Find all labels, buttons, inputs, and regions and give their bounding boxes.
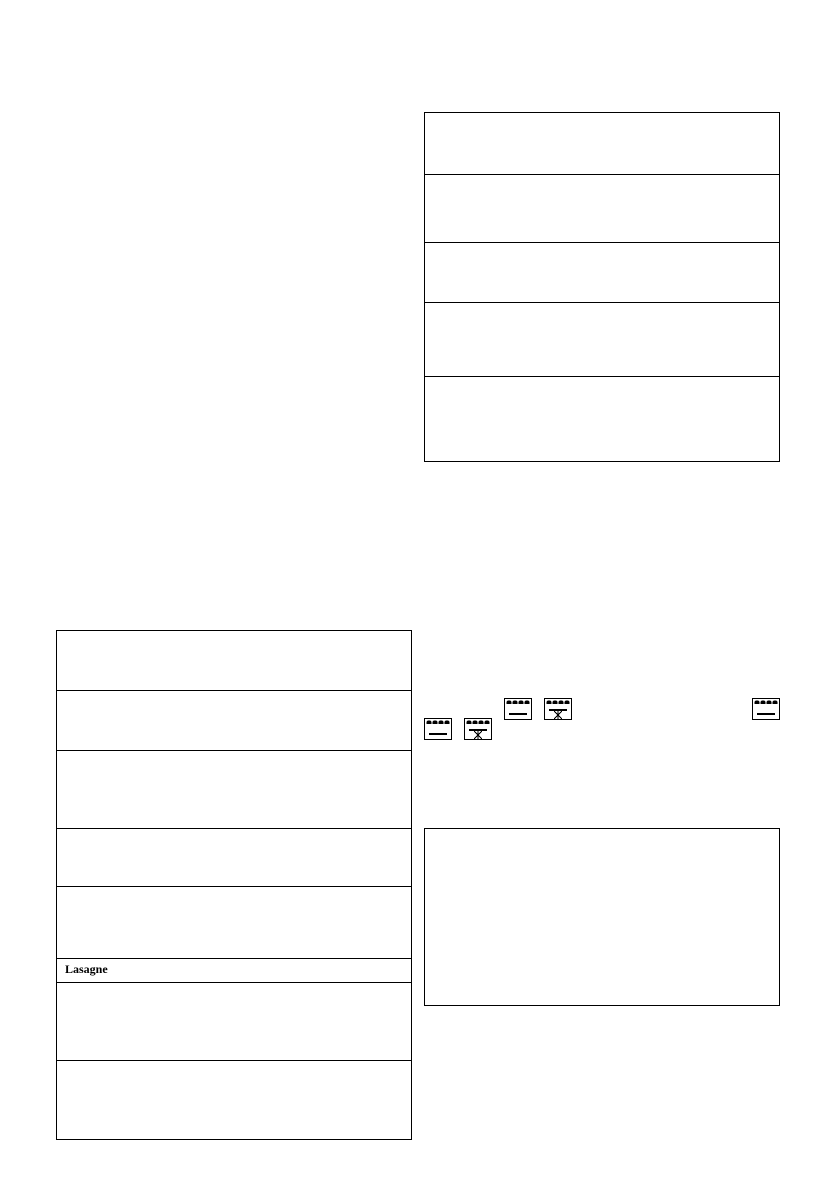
cooking-chart-bottom-left [56,630,412,1140]
shelf-line [509,713,527,715]
oven-rack-icon [504,698,532,720]
table-row [57,691,411,751]
oven-rack-icon-row [424,698,780,744]
cooking-chart-top-right [424,112,780,462]
table-row [425,175,779,243]
heating-element-icon [754,699,778,704]
heating-element-icon [546,699,570,704]
oven-rack-icon [424,718,452,740]
table-row [425,303,779,377]
oven-rack-fan-icon [544,698,572,720]
table-row [425,113,779,175]
heating-element-icon [466,719,490,724]
table-row [57,829,411,887]
table-row [57,631,411,691]
oven-rack-fan-icon [464,718,492,740]
table-row [57,751,411,829]
oven-rack-icon [752,698,780,720]
table-row-lasagne [57,959,411,983]
fan-icon [554,711,562,719]
table-row [425,377,779,461]
heating-element-icon [426,719,450,724]
table-row [57,887,411,959]
dish-name-label: Lasagne [65,962,108,976]
shelf-line [429,733,447,735]
fan-icon [474,731,482,739]
table-row [425,243,779,303]
note-box-bottom-right [424,828,780,1006]
table-row [57,983,411,1061]
heating-element-icon [506,699,530,704]
table-row [57,1061,411,1139]
shelf-line [757,713,775,715]
